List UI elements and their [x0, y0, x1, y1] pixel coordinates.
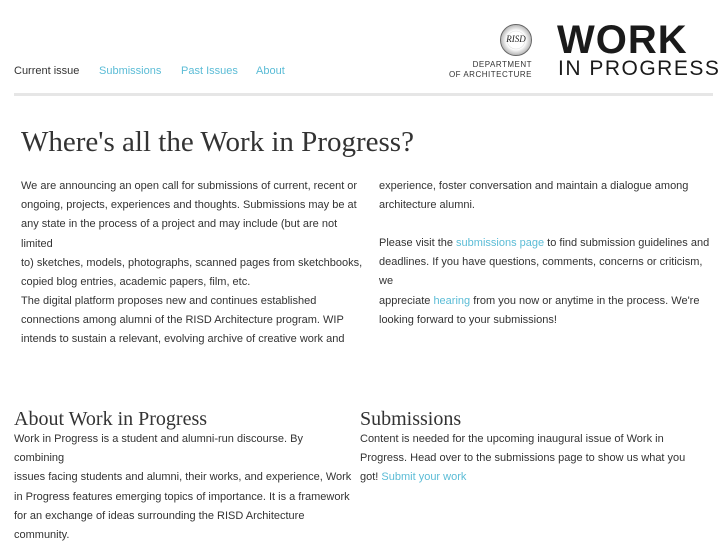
nav-current-issue[interactable]: Current issue [14, 65, 80, 77]
text-line: intends to sustain a relevant, evolving archive of creative work and [21, 333, 345, 346]
department-label [447, 60, 532, 80]
text-line: to) sketches, models, photographs, scanned pages from sketchbooks, [21, 256, 363, 269]
text-line [379, 234, 719, 253]
text-line: We are announcing an open call for submissions of current, recent or [21, 180, 358, 192]
header-divider [14, 93, 713, 96]
text-line: looking forward to your submissions! [379, 313, 557, 326]
nav-past-issues[interactable]: Past Issues [181, 65, 238, 77]
hearing-link[interactable]: hearing [433, 294, 471, 307]
text-line: any state in the process of a project and may include (but are not limited [21, 218, 338, 250]
text-line: experience, foster conversation and maintain a dialogue among [379, 180, 689, 192]
text-line: ongoing, projects, experiences and thoughts. Submissions may be at [21, 199, 357, 212]
page-title: Where's all the Work in Progress? [21, 126, 414, 158]
text-line: for an exchange of ideas surrounding the RISD Architecture [14, 509, 305, 522]
nav-about[interactable]: About [256, 65, 285, 77]
text-line [360, 468, 700, 487]
platform-paragraph [21, 292, 366, 350]
text-line: copied blog entries, academic papers, film, etc. [21, 276, 251, 289]
dept-line-1: DEPARTMENT [472, 60, 532, 69]
text-line: deadlines. If you have questions, comments, concerns or criticism, we [379, 256, 703, 288]
text-line: The digital platform proposes new and continues established [21, 295, 317, 307]
submit-work-link[interactable]: Submit your work [381, 471, 467, 484]
dept-line-2: OF ARCHITECTURE [448, 70, 532, 79]
text-line [379, 292, 719, 311]
text-fragment: got! [360, 471, 382, 484]
text-line: architecture alumni. [379, 199, 475, 212]
text-line: in Progress features emerging topics of importance. It is a framework [14, 490, 350, 503]
platform-paragraph-continued [379, 177, 719, 215]
text-line: issues facing students and alumni, their works, and experience, Work [14, 471, 352, 484]
contact-paragraph [379, 234, 719, 330]
text-line: connections among alumni of the RISD Architecture program. WIP [21, 314, 344, 327]
seal-text: RISD [506, 34, 526, 44]
nav-submissions[interactable]: Submissions [99, 65, 162, 77]
submissions-page-link[interactable]: submissions page [456, 237, 545, 249]
text-line: Work in Progress is a student and alumni-run discourse. By combining [14, 433, 303, 465]
submissions-paragraph [360, 430, 700, 488]
logo-work[interactable]: WORK [557, 18, 688, 62]
text-line: Content is needed for the upcoming inaugural issue of Work in [360, 433, 664, 445]
submissions-title: Submissions [360, 408, 462, 430]
text-line: community. [14, 529, 70, 542]
text-fragment: Please visit the [379, 237, 457, 249]
text-fragment: appreciate [379, 294, 434, 307]
text-fragment: to find submission guidelines and [544, 237, 710, 249]
intro-paragraph [21, 177, 366, 292]
about-paragraph [14, 430, 354, 545]
text-fragment: from you now or anytime in the process. We're [470, 294, 700, 307]
risd-seal-logo [500, 24, 532, 56]
text-line: Progress. Head over to the submissions page to show us what you [360, 452, 686, 465]
about-title: About Work in Progress [14, 408, 208, 430]
logo-in-progress[interactable]: IN PROGRESS [558, 57, 721, 80]
